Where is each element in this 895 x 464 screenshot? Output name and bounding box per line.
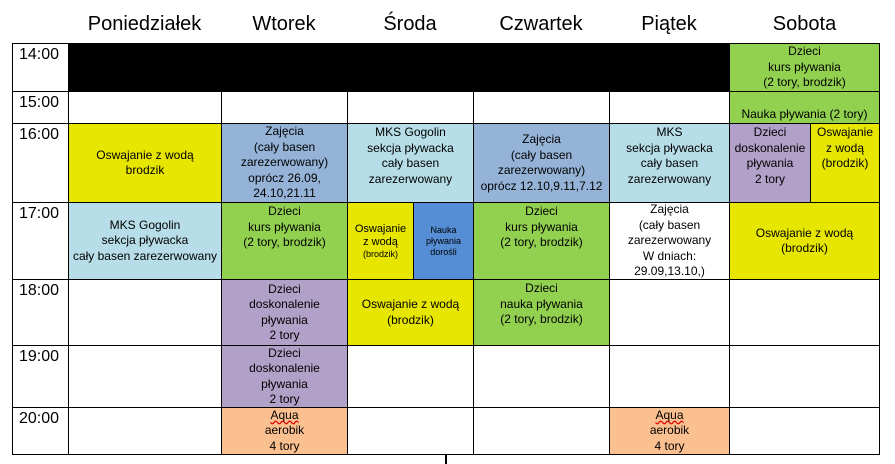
event-tue-2000-aqua-aerobik: Aqua aerobik 4 tory <box>221 407 348 455</box>
event-mon-1600-oswajanie: Oswajanie z wodą brodzik <box>68 123 222 203</box>
event-fri-1600-mks: MKS sekcja pływacka cały basen zarezerwowany <box>609 123 730 203</box>
empty-cell <box>347 91 474 124</box>
empty-cell <box>473 91 610 124</box>
empty-cell <box>609 345 730 408</box>
empty-cell <box>473 345 610 408</box>
event-thu-1700-dzieci-kurs: Dzieci kurs pływania (2 tory, brodzik) <box>473 202 610 280</box>
empty-cell <box>347 407 474 455</box>
time-1900: 19:00 <box>12 345 69 408</box>
time-1700: 17:00 <box>12 202 69 280</box>
event-sat-1600-oswajanie: Oswajanie z wodą (brodzik) <box>810 123 880 203</box>
event-wed-1700-nauka-dorosli: Nauka pływania dorośli <box>413 202 474 280</box>
empty-cell <box>729 279 880 346</box>
event-wed-1600-mks: MKS Gogolin sekcja pływacka cały basen zarezerwowany <box>347 123 474 203</box>
empty-cell <box>68 345 222 408</box>
header-poniedzialek: Poniedziałek <box>87 13 202 35</box>
empty-cell <box>729 345 880 408</box>
cursor-mark <box>445 455 447 464</box>
event-tue-1700-dzieci-kurs: Dzieci kurs pływania (2 tory, brodzik) <box>221 202 348 280</box>
event-fri-1700-zajecia: Zajęcia (cały basen zarezerwowany W dniach: 29.09,13.10,) <box>609 202 730 280</box>
event-tue-1800-doskonalenie: Dzieci doskonalenie pływania 2 tory <box>221 279 348 346</box>
empty-cell <box>729 407 880 455</box>
empty-cell <box>609 91 730 124</box>
event-tue-1600-zajecia: Zajęcia (cały basen zarezerwowany) oprócz 26.09, 24.10,21.11 <box>221 123 348 203</box>
empty-cell <box>347 345 474 408</box>
empty-cell <box>68 279 222 346</box>
event-sat-1400-dzieci-kurs: Dzieci kurs pływania (2 tory, brodzik) <box>729 43 880 92</box>
event-sat-1500-nauka: Nauka pływania (2 tory) <box>729 91 880 124</box>
closed-block-mon-wed <box>68 43 474 92</box>
header-czwartek: Czwartek <box>499 13 583 35</box>
time-1400: 14:00 <box>12 43 69 92</box>
event-thu-1800-nauka: Dzieci nauka pływania (2 tory, brodzik) <box>473 279 610 346</box>
event-sat-1600-doskonalenie: Dzieci doskonalenie pływania 2 tory <box>729 123 811 203</box>
empty-cell <box>68 407 222 455</box>
event-wed-1800-oswajanie: Oswajanie z wodą (brodzik) <box>347 279 474 346</box>
header-sobota: Sobota <box>772 13 837 35</box>
header-sroda: Środa <box>383 13 437 35</box>
closed-block-thu-fri <box>473 43 730 92</box>
event-sat-1700-oswajanie: Oswajanie z wodą (brodzik) <box>729 202 880 280</box>
event-thu-1600-zajecia: Zajęcia (cały basen zarezerwowany) oprócz 12.10,9.11,7.12 <box>473 123 610 203</box>
header-wtorek: Wtorek <box>252 13 316 35</box>
event-mon-1700-mks: MKS Gogolin sekcja pływacka cały basen zarezerwowany <box>68 202 222 280</box>
event-fri-2000-aqua-aerobik: Aqua aerobik 4 tory <box>609 407 730 455</box>
empty-cell <box>221 91 348 124</box>
event-wed-1700-oswajanie: Oswajanie z wodą (brodzik) <box>347 202 414 280</box>
event-tue-1900-doskonalenie: Dzieci doskonalenie pływania 2 tory <box>221 345 348 408</box>
time-1800: 18:00 <box>12 279 69 346</box>
header-piatek: Piątek <box>641 13 697 35</box>
time-2000: 20:00 <box>12 407 69 455</box>
time-1500: 15:00 <box>12 91 69 124</box>
empty-cell <box>68 91 222 124</box>
empty-cell <box>609 279 730 346</box>
empty-cell <box>473 407 610 455</box>
time-1600: 16:00 <box>12 123 69 203</box>
